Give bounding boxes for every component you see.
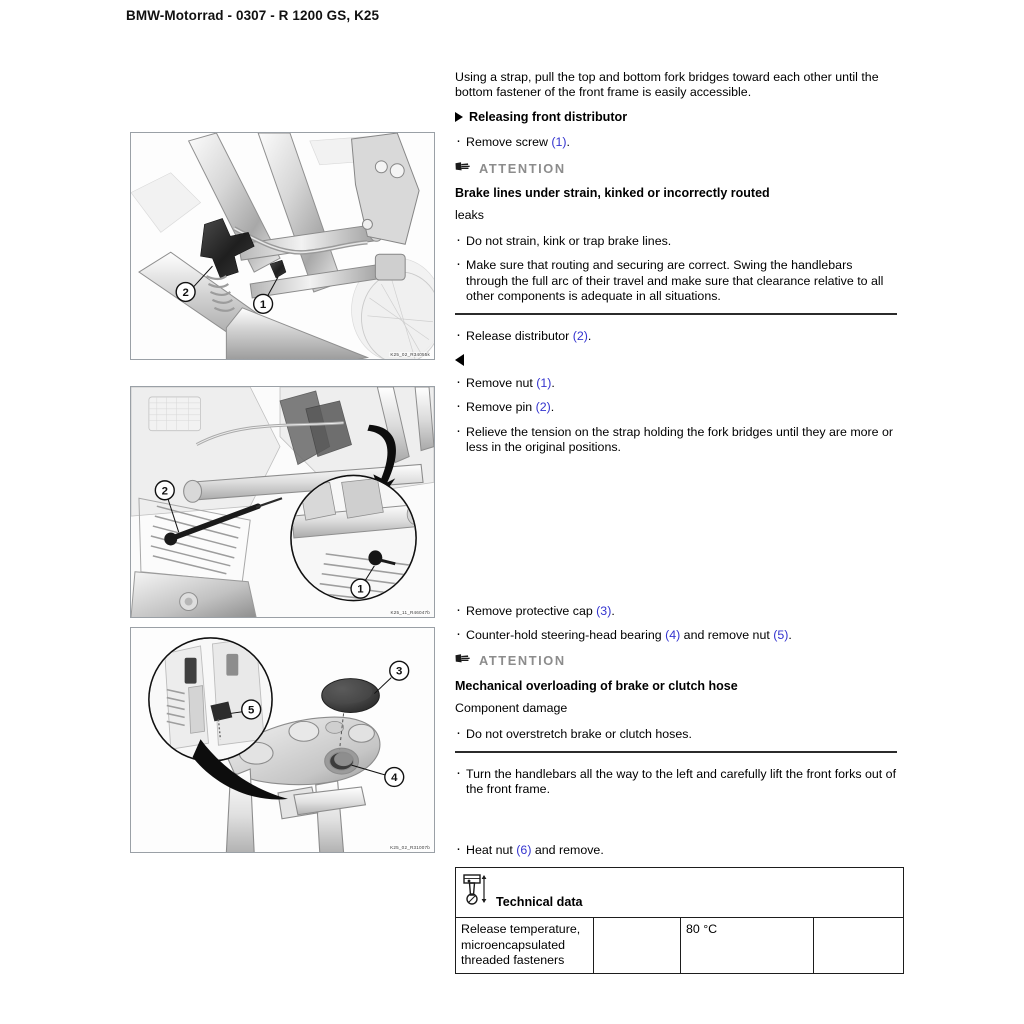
figure-1-illustration <box>131 133 434 360</box>
triangle-left-marker-row <box>455 354 897 366</box>
document-header-title: BMW-Motorrad - 0307 - R 1200 GS, K25 <box>126 8 380 23</box>
step-remove-pin-text: Remove pin <box>466 400 536 415</box>
figure-fork-bridge-pin-nut <box>130 386 435 618</box>
attention-1-rule <box>455 313 897 315</box>
technical-data-header-cell <box>456 868 904 918</box>
step-heat-nut-post: and remove. <box>531 842 604 857</box>
reference-2: (2) <box>572 329 588 344</box>
reference-4: (4) <box>665 627 681 642</box>
figure-steering-head-bearing <box>130 627 435 853</box>
svg-text:1: 1 <box>357 583 364 596</box>
attention-1-bullet-1: · Do not strain, kink or trap brake lines. <box>455 234 897 249</box>
step-heat-nut <box>455 843 897 858</box>
svg-text:3: 3 <box>396 665 403 678</box>
figure-2-code: K25_11_R46047b <box>390 610 430 615</box>
svg-text:4: 4 <box>391 771 398 784</box>
attention-1-bullet-2: · Make sure that routing and securing are correct. Swing the handlebars through the full arc of their travel and make sure that clearance relative to all other components is adequate in all situations. <box>455 258 897 304</box>
reference-5: (5) <box>773 627 789 642</box>
technical-data-header-row <box>456 868 904 918</box>
attention-label-2: ATTENTION <box>479 653 566 669</box>
section-heading-releasing-front-distributor <box>455 110 897 125</box>
figure-3-illustration <box>131 628 434 853</box>
svg-text:2: 2 <box>161 485 168 498</box>
step-remove-nut-period: . <box>551 375 555 390</box>
step-counter-hold-period: . <box>788 627 792 642</box>
attention-2-subtitle: Component damage <box>455 701 568 716</box>
triangle-left-icon <box>455 354 464 366</box>
attention-2-title: Mechanical overloading of brake or clutch hose <box>455 678 738 693</box>
reference-1b: (1) <box>536 375 552 390</box>
step-protective-cap-text: Remove protective cap <box>466 603 597 618</box>
step-counter-hold-mid: and remove nut <box>680 627 774 642</box>
step-remove-pin <box>455 400 897 415</box>
step-turn-handlebars: · Turn the handlebars all the way to the left and carefully lift the front forks out of the front frame. <box>455 767 897 798</box>
attention-2-rule <box>455 751 897 753</box>
layout-spacer-2 <box>455 807 897 843</box>
technical-data-row-col4 <box>814 918 904 974</box>
pointing-hand-icon <box>455 160 472 177</box>
attention-label-1: ATTENTION <box>479 160 566 176</box>
reference-1: (1) <box>551 135 567 150</box>
reference-6: (6) <box>516 842 532 857</box>
figure-2-illustration <box>131 387 434 617</box>
svg-text:5: 5 <box>248 704 255 717</box>
step-heat-nut-text: Heat nut <box>466 842 517 857</box>
piston-measure-icon <box>462 873 489 911</box>
figure-front-frame-distributor <box>130 132 435 360</box>
figure-1-code: K25_02_R34055k <box>390 352 430 357</box>
svg-text:2: 2 <box>182 286 189 299</box>
step-remove-screw-text: Remove screw <box>466 135 552 150</box>
table-row <box>456 918 904 974</box>
step-remove-screw-period: . <box>566 135 570 150</box>
step-remove-screw <box>455 135 897 150</box>
svg-text:1: 1 <box>259 298 267 311</box>
triangle-right-icon <box>455 112 463 122</box>
technical-data-row-label: Release temperature, microencapsulated threaded fasteners <box>456 918 594 974</box>
section-heading-label: Releasing front distributor <box>469 109 628 124</box>
technical-data-row-col3: 80 °C <box>681 918 814 974</box>
attention-1-title: Brake lines under strain, kinked or incorrectly routed <box>455 186 770 201</box>
step-release-distributor-period: . <box>587 329 592 344</box>
attention-1-subtitle: leaks <box>455 208 484 223</box>
technical-data-row-col2 <box>594 918 681 974</box>
attention-header-1 <box>455 160 897 177</box>
step-counter-hold-text: Counter-hold steering-head bearing <box>466 627 666 642</box>
attention-2-bullet-1: · Do not overstretch brake or clutch hoses. <box>455 727 897 742</box>
technical-data-label: Technical data <box>496 895 583 910</box>
layout-spacer <box>455 465 897 604</box>
reference-3: (3) <box>596 603 612 618</box>
step-remove-protective-cap <box>455 604 897 619</box>
intro-paragraph: Using a strap, pull the top and bottom fork bridges toward each other until the bottom fastener of the front frame is easily accessible. <box>455 70 879 100</box>
step-remove-nut-text: Remove nut <box>466 375 537 390</box>
step-release-distributor <box>455 329 897 344</box>
step-remove-pin-period: . <box>550 400 555 415</box>
step-counter-hold-bearing <box>455 628 897 643</box>
figure-3-code: K25_02_R31007b <box>390 845 430 850</box>
text-column <box>455 70 897 974</box>
reference-2b: (2) <box>535 400 551 415</box>
step-protective-cap-period: . <box>611 603 615 618</box>
step-remove-nut <box>455 376 897 391</box>
pointing-hand-icon-2 <box>455 652 472 669</box>
step-release-distributor-text: Release distributor <box>466 329 573 344</box>
attention-header-2 <box>455 652 897 669</box>
technical-data-table <box>455 867 904 974</box>
step-relieve-tension: · Relieve the tension on the strap holding the fork bridges until they are more or less in the original positions. <box>455 425 897 456</box>
